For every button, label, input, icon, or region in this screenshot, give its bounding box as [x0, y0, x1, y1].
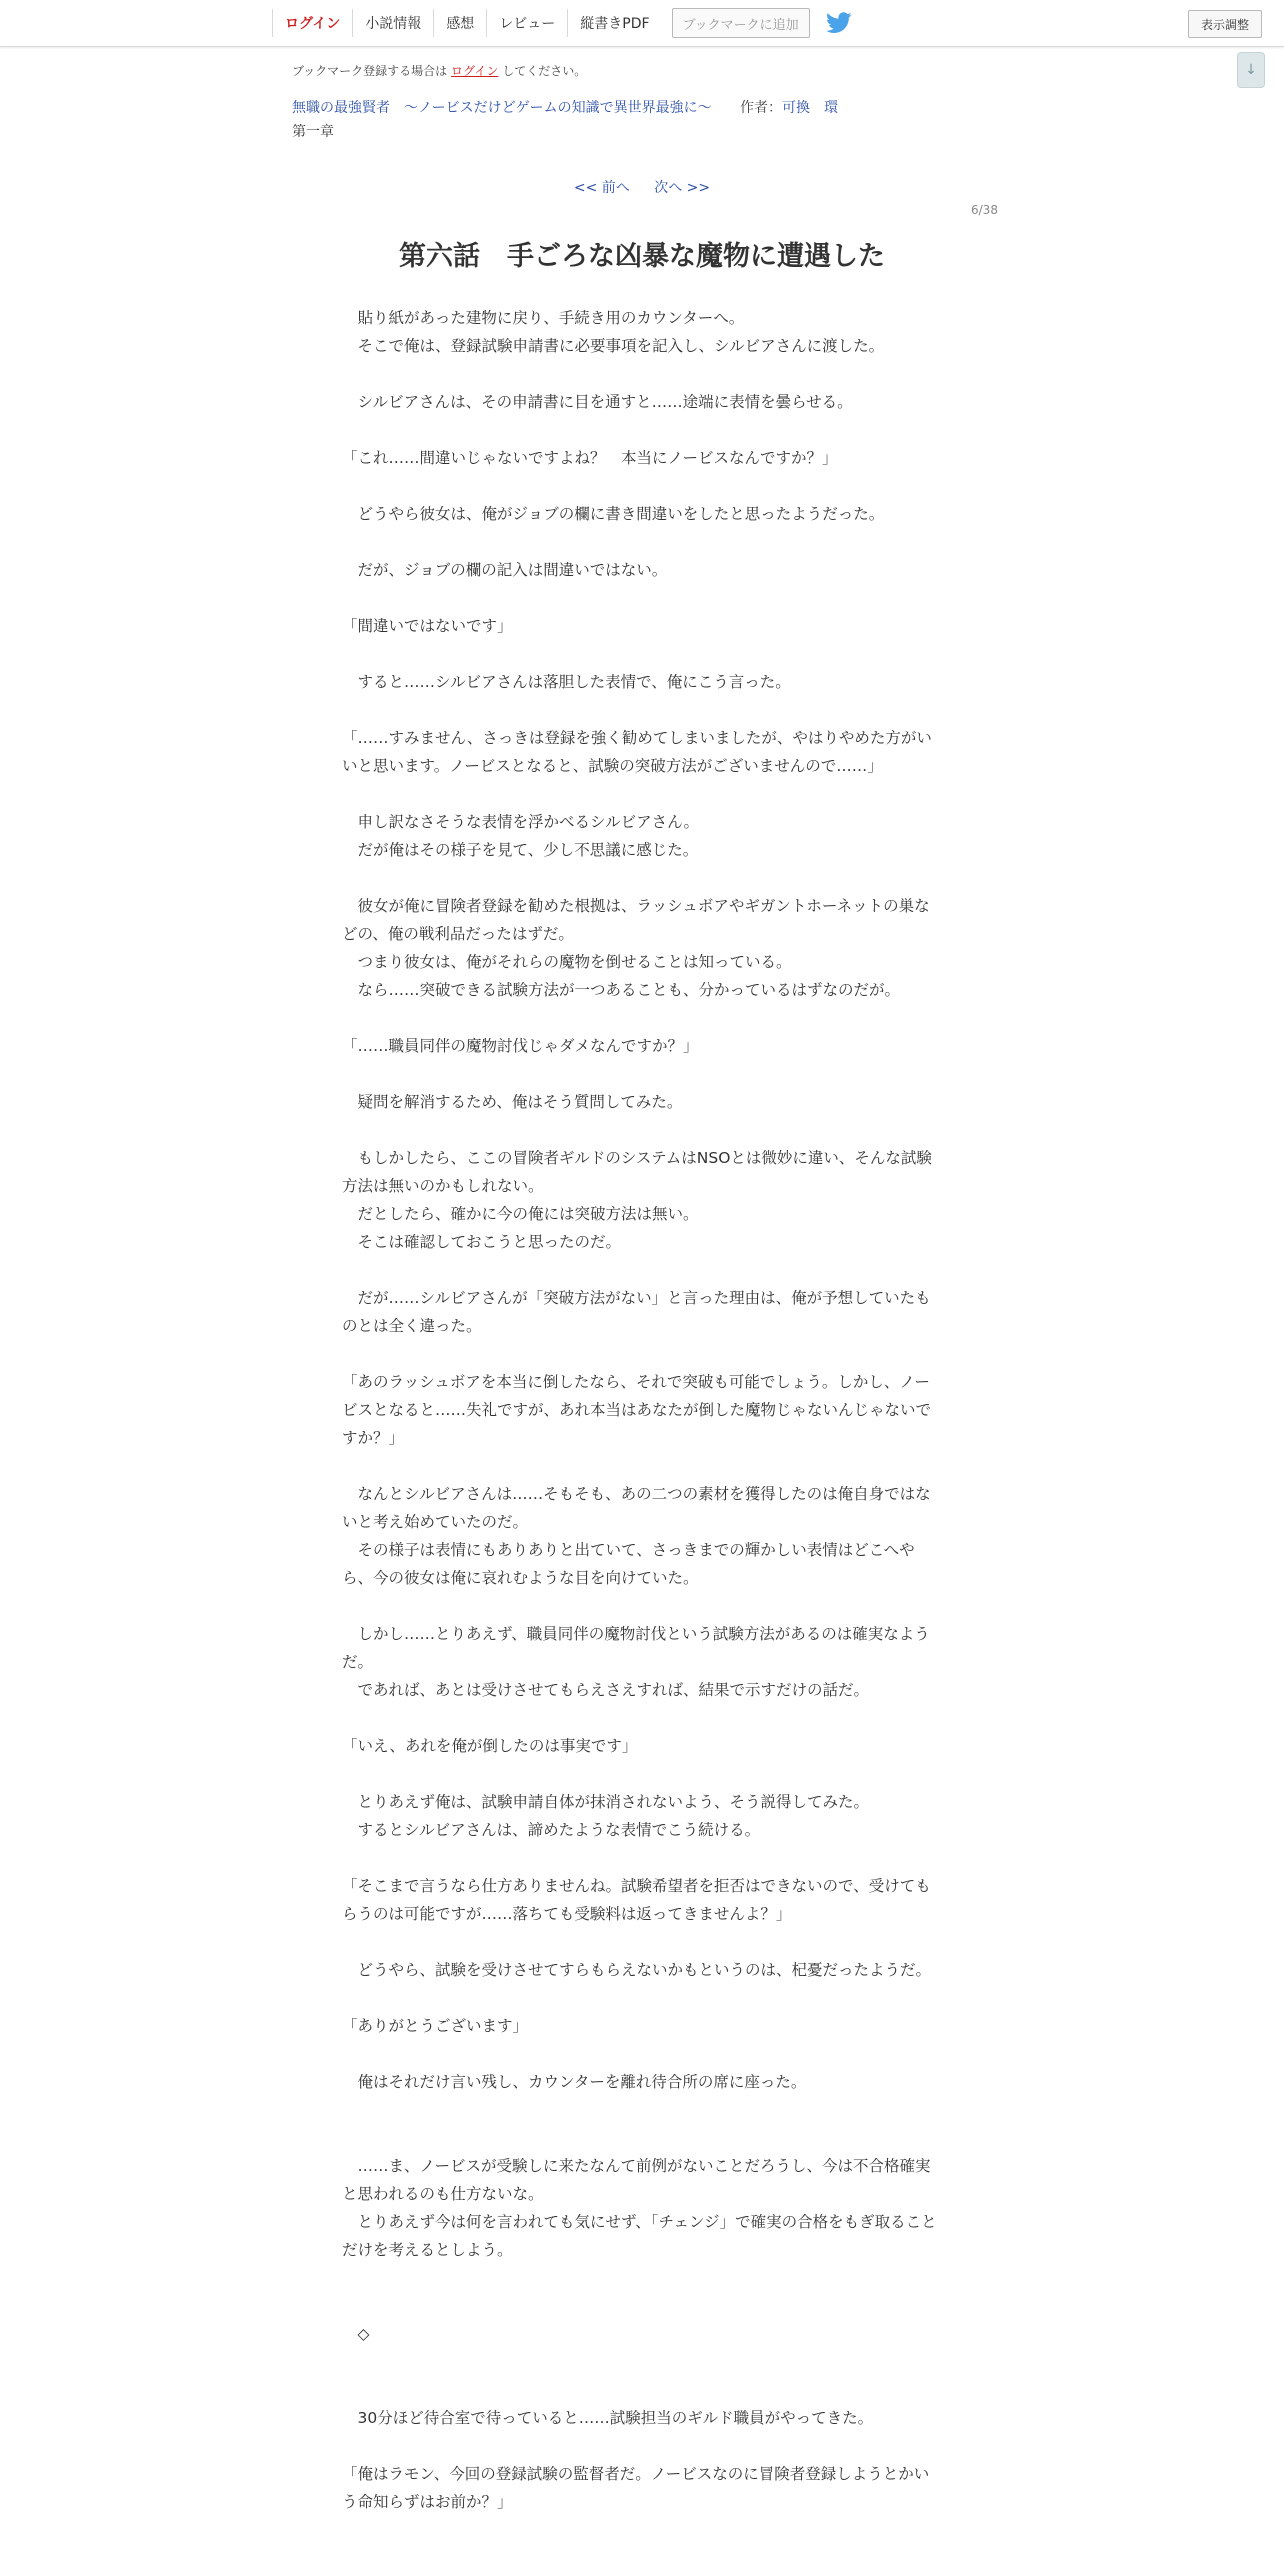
novel-paragraph: [342, 696, 942, 724]
novel-paragraph: [342, 1452, 942, 1480]
novel-paragraph: [342, 416, 942, 444]
bookmark-notice-suffix: してください。: [502, 64, 587, 78]
novel-paragraph: 疑問を解消するため、俺はそう質問してみた。: [342, 1093, 683, 1111]
episode-title: 第六話 手ごろな凶暴な魔物に遭遇した: [399, 241, 885, 272]
novel-paragraph: そこで俺は、登録試験申請書に必要事項を記入し、シルビアさんに渡した。: [342, 337, 885, 355]
novel-paragraph: しかし……とりあえず、職員同伴の魔物討伐という試験方法があるのは確実なようだ。: [342, 1625, 930, 1671]
novel-paragraph: 貼り紙があった建物に戻り、手続き用のカウンターへ。: [342, 309, 745, 327]
novel-paragraph: とりあえず今は何を言われても気にせず、「チェンジ」で確実の合格をもぎ取ることだけを考えるとしよう。: [342, 2213, 937, 2259]
bookmark-notice: [292, 62, 586, 79]
novel-paragraph: [342, 864, 942, 892]
episode-page-count: 6/38: [971, 203, 998, 217]
review-link[interactable]: レビュー: [486, 9, 567, 37]
novel-paragraph: [342, 2348, 942, 2376]
novel-paragraph: 30分ほど待合室で待っていると……試験担当のギルド職員がやってきた。: [342, 2409, 874, 2427]
novel-paragraph: [342, 360, 942, 388]
twitter-bird-icon-svg: [826, 12, 852, 34]
novel-paragraph: [342, 2264, 942, 2292]
novel-paragraph: その様子は表情にもありありと出ていて、さっきまでの輝かしい表情はどこへやら、今の彼女は俺に哀れむような目を向けていた。: [342, 1541, 915, 1587]
novel-paragraph: [342, 1116, 942, 1144]
vertical-pdf-link[interactable]: 縦書きPDF: [567, 9, 661, 37]
novel-paragraph: だが、ジョブの欄の記入は間違いではない。: [342, 561, 668, 579]
novel-paragraph: [342, 1928, 942, 1956]
novel-paragraph: だが……シルビアさんが「突破方法がない」と言った理由は、俺が予想していたものとは全く違った。: [342, 1289, 931, 1335]
twitter-bird-icon[interactable]: [826, 11, 854, 35]
top-navigation-bar: [0, 0, 1284, 47]
novel-paragraph: 「そこまで言うなら仕方ありませんね。試験希望者を拒否はできないので、受けてもらうのは可能ですが……落ちても受験料は返ってきませんよ？」: [342, 1877, 931, 1923]
novel-paragraph: [342, 780, 942, 808]
novel-paragraph: [342, 2040, 942, 2068]
add-bookmark-button[interactable]: ブックマークに追加: [672, 8, 810, 38]
bookmark-notice-prefix: ブックマーク登録する場合は: [292, 64, 448, 78]
novel-paragraph: 「……すみません、さっきは登録を強く勧めてしまいましたが、やはりやめた方がいいと思います。ノービスとなると、試験の突破方法がございませんので……」: [342, 729, 932, 775]
novel-info-link[interactable]: 小説情報: [352, 9, 433, 37]
novel-paragraph: [342, 1004, 942, 1032]
novel-paragraph: すると……シルビアさんは落胆した表情で、俺にこう言った。: [342, 673, 791, 691]
novel-paragraph: どうやら、試験を受けさせてすらもらえないかもというのは、杞憂だったようだ。: [342, 1961, 932, 1979]
prev-episode-link[interactable]: << 前へ: [573, 180, 630, 196]
novel-paragraph: もしかしたら、ここの冒険者ギルドのシステムはNSOとは微妙に違い、そんな試験方法は無いのかもしれない。: [342, 1149, 932, 1195]
arrow-down-icon: ↓: [1245, 62, 1257, 78]
novel-paragraph: 「ありがとうございます」: [342, 2017, 529, 2035]
novel-paragraph: [342, 640, 942, 668]
next-episode-link[interactable]: 次へ >>: [654, 180, 711, 196]
novel-paragraph: ……ま、ノービスが受験しに来たなんて前例がないことだろうし、今は不合格確実と思われるのも仕方ないな。: [342, 2157, 931, 2203]
novel-paragraph: [342, 584, 942, 612]
novel-paragraph: つまり彼女は、俺がそれらの魔物を倒せることは知っている。: [342, 953, 792, 971]
novel-paragraph: [342, 1760, 942, 1788]
novel-paragraph: [342, 1060, 942, 1088]
novel-paragraph: 「俺はラモン、今回の登録試験の監督者だ。ノービスなのに冒険者登録しようとかいう命知らずはお前か？」: [342, 2465, 930, 2511]
novel-paragraph: 「いえ、あれを俺が倒したのは事実です」: [342, 1737, 638, 1755]
novel-paragraph: [342, 2292, 942, 2320]
bookmark-notice-login-link[interactable]: ログイン: [451, 64, 499, 78]
novel-paragraph: ◇: [342, 2325, 370, 2343]
novel-paragraph: どうやら彼女は、俺がジョブの欄に書き間違いをしたと思ったようだった。: [342, 505, 885, 523]
novel-paragraph: [342, 528, 942, 556]
novel-paragraph: そこは確認しておこうと思ったのだ。: [342, 1233, 622, 1251]
novel-paragraph: [342, 2432, 942, 2460]
scroll-down-button[interactable]: [1237, 52, 1265, 88]
novel-paragraph: 「間違いではないです」: [342, 617, 513, 635]
novel-paragraph: 申し訳なさそうな表情を浮かべるシルビアさん。: [342, 813, 700, 831]
novel-paragraph: [342, 2124, 942, 2152]
novel-paragraph: [342, 1984, 942, 2012]
series-info: [292, 97, 838, 117]
novel-paragraph: 俺はそれだけ言い残し、カウンターを離れ待合所の席に座った。: [342, 2073, 807, 2091]
novel-paragraph: 彼女が俺に冒険者登録を勧めた根拠は、ラッシュボアやギガントホーネットの巣などの、俺の戦利品だったはずだ。: [342, 897, 930, 943]
main-nav: [272, 0, 854, 46]
display-settings-button[interactable]: 表示調整: [1188, 10, 1262, 38]
novel-body: [342, 304, 942, 2516]
novel-paragraph: [342, 1844, 942, 1872]
novel-paragraph: なら……突破できる試験方法が一つあることも、分かっているはずなのだが。: [342, 981, 901, 999]
novel-paragraph: とりあえず俺は、試験申請自体が抹消されないよう、そう説得してみた。: [342, 1793, 870, 1811]
chapter-title: 第一章: [292, 124, 334, 140]
novel-paragraph: であれば、あとは受けさせてもらえさえすれば、結果で示すだけの話だ。: [342, 1681, 870, 1699]
series-title-link[interactable]: 無職の最強賢者 〜ノービスだけどゲームの知識で異世界最強に〜: [292, 100, 712, 116]
login-link[interactable]: ログイン: [272, 9, 352, 37]
novel-paragraph: [342, 2376, 942, 2404]
novel-paragraph: 「あのラッシュボアを本当に倒したなら、それで突破も可能でしょう。しかし、ノービスとなると……失礼ですが、あれ本当はあなたが倒した魔物じゃないんじゃないですか？」: [342, 1373, 932, 1447]
novel-paragraph: [342, 1340, 942, 1368]
novel-paragraph: [342, 472, 942, 500]
novel-paragraph: するとシルビアさんは、諦めたような表情でこう続ける。: [342, 1821, 761, 1839]
impressions-link[interactable]: 感想: [433, 9, 486, 37]
novel-paragraph: なんとシルビアさんは……そもそも、あの二つの素材を獲得したのは俺自身ではないと考え始めていたのだ。: [342, 1485, 931, 1531]
novel-paragraph: だとしたら、確かに今の俺には突破方法は無い。: [342, 1205, 699, 1223]
novel-paragraph: [342, 1256, 942, 1284]
novel-paragraph: 「……職員同伴の魔物討伐じゃダメなんですか？」: [342, 1037, 699, 1055]
novel-paragraph: [342, 1592, 942, 1620]
novel-paragraph: [342, 1704, 942, 1732]
author-link[interactable]: 可換 環: [782, 100, 839, 116]
episode-pager: [0, 177, 1284, 197]
novel-paragraph: [342, 2096, 942, 2124]
novel-paragraph: だが俺はその様子を見て、少し不思議に感じた。: [342, 841, 699, 859]
novel-paragraph: 「これ……間違いじゃないですよね？ 本当にノービスなんですか？」: [342, 449, 838, 467]
author-label: 作者：: [740, 100, 783, 116]
novel-paragraph: シルビアさんは、その申請書に目を通すと……途端に表情を曇らせる。: [342, 393, 853, 411]
